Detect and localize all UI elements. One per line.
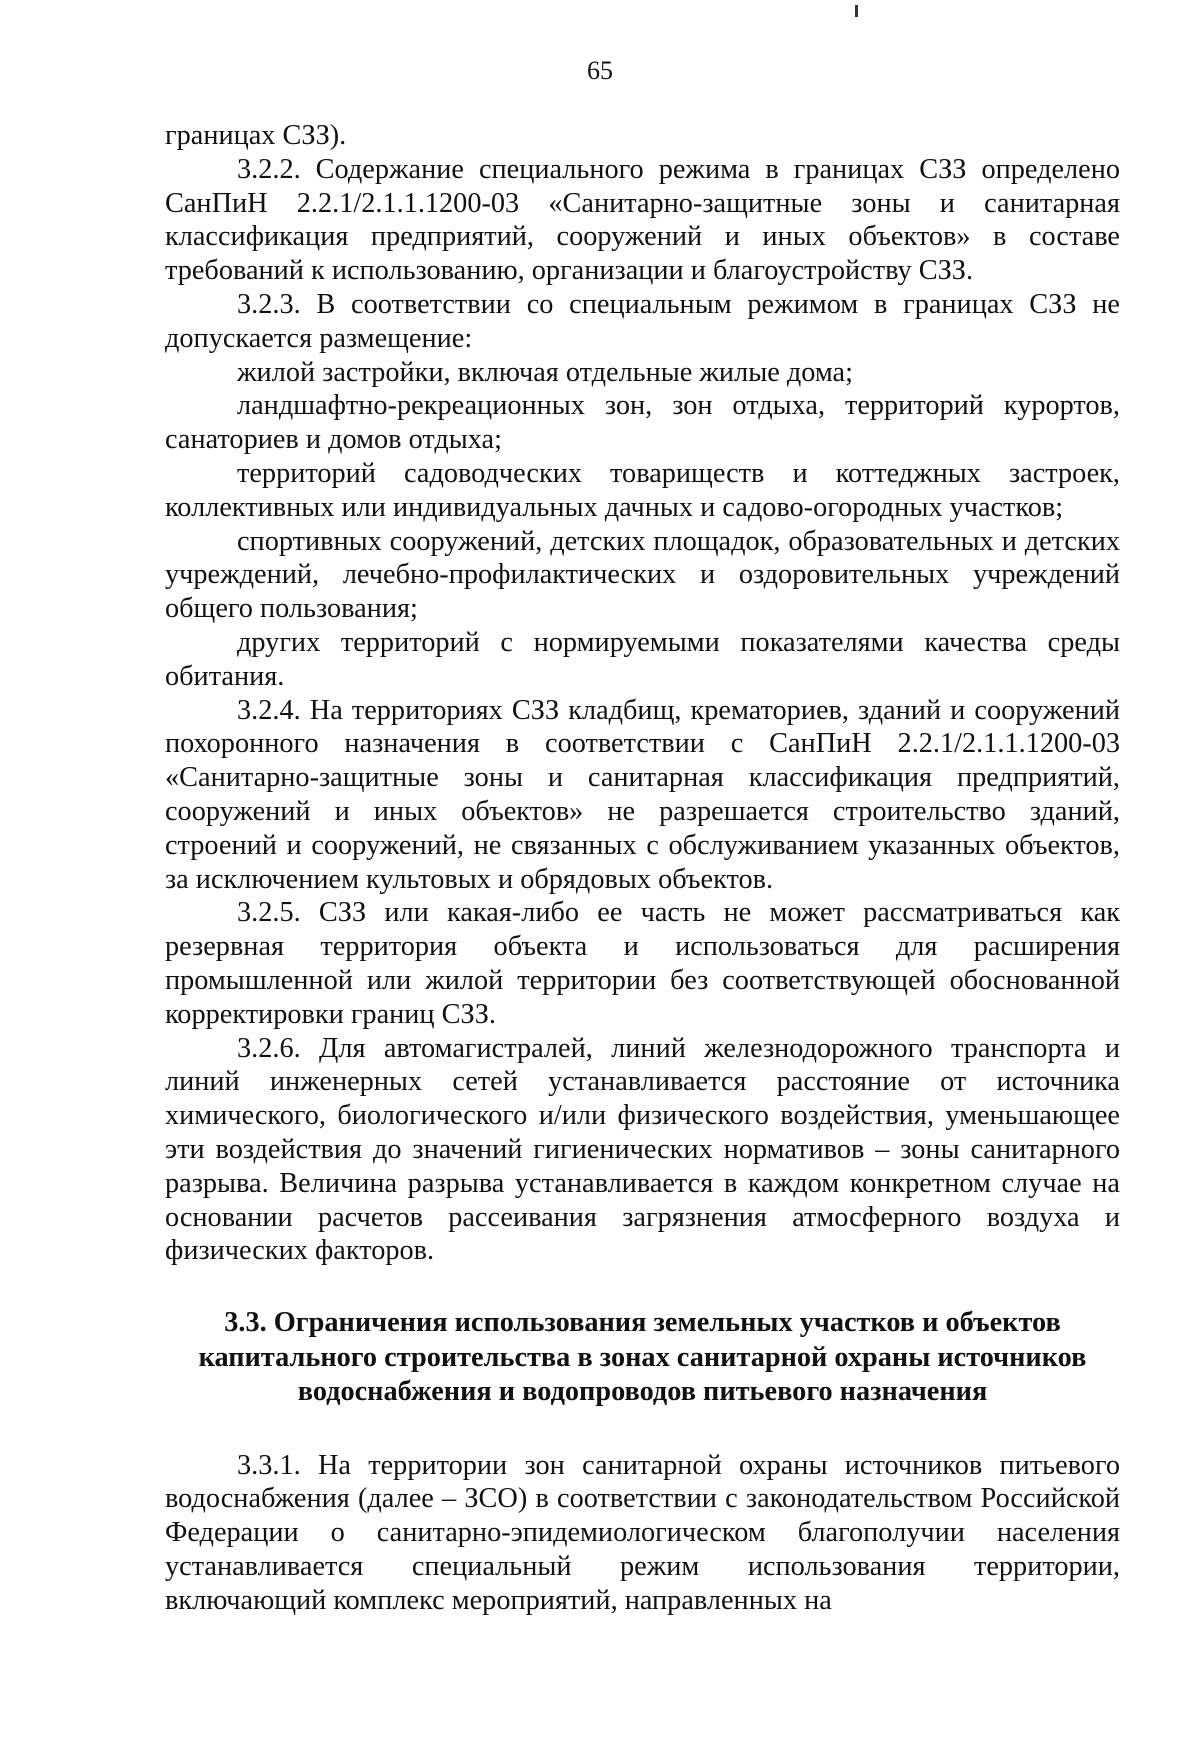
paragraph-3-2-2: 3.2.2. Содержание специального режима в границах СЗЗ определено СанПиН 2.2.1/2.1.1.1200-03 «Санитарно-защитные зоны и санитарная классификация предприятий, сооружений и иных объектов» в составе требований к использованию, организации и благоустройству СЗЗ. bbox=[165, 153, 1120, 287]
paragraph-continuation: границах СЗЗ). bbox=[165, 120, 347, 151]
paragraph-3-3-1: 3.3.1. На территории зон санитарной охраны источников питьевого водоснабжения (далее – ЗСО) в соответствии с законодательством Российской Федерации о санитарно-эпидемиологическом благополучии населения устанавливается специальный режим использования территории, включающий комплекс мероприятий, направленных на bbox=[165, 1449, 1120, 1616]
document-body bbox=[165, 119, 1120, 1618]
section-heading-3-3: 3.3. Ограничения использования земельных участков и объектов капитального строительства в зонах санитарной охраны источников водоснабжения и водопроводов питьевого назначения bbox=[198, 1307, 1087, 1408]
paragraph-3-2-5: 3.2.5. СЗЗ или какая-либо ее часть не может рассматриваться как резервная территория объекта и использоваться для расширения промышленной или жилой территории без соответствующей обоснованной корректировки границ СЗЗ. bbox=[165, 897, 1120, 1030]
paragraph-3-2-6: 3.2.6. Для автомагистралей, линий железнодорожного транспорта и линий инженерных сетей устанавливается расстояние от источника химического, биологического и/или физического воздействия, уменьшающее эти воздействия до значений гигиенических нормативов – зоны санитарного разрыва. Величина разрыва устанавливается в каждом конкретном случае на основании расчетов рассеивания загрязнения атмосферного воздуха и физических факторов. bbox=[165, 1032, 1120, 1267]
list-item-gardening: территорий садоводческих товариществ и коттеджных застроек, коллективных или индивидуальных дачных и садово-огородных участков; bbox=[165, 457, 1120, 523]
list-item-sports: спортивных сооружений, детских площадок, образовательных и детских учреждений, лечебно-профилактических и оздоровительных учреждений общего пользования; bbox=[165, 525, 1120, 625]
list-item-recreational: ландшафтно-рекреационных зон, зон отдыха, территорий курортов, санаториев и домов отдыха; bbox=[165, 390, 1120, 456]
list-item-residential: жилой застройки, включая отдельные жилые дома; bbox=[237, 356, 853, 388]
paragraph-3-2-4: 3.2.4. На территориях СЗЗ кладбищ, крематориев, зданий и сооружений похоронного назначения в соответствии с СанПиН 2.2.1/2.1.1.1200-03 «Санитарно-защитные зоны и санитарная классификация предприятий, сооружений и иных объектов» не разрешается строительство зданий, строений и сооружений, не связанных с обслуживанием указанных объектов, за исключением культовых и обрядовых объектов. bbox=[165, 694, 1120, 895]
paragraph-3-2-3: 3.2.3. В соответствии со специальным режимом в границах СЗЗ не допускается размещение: bbox=[165, 288, 1120, 354]
list-item-other: других территорий с нормируемыми показателями качества среды обитания. bbox=[165, 626, 1120, 692]
scan-speck bbox=[855, 5, 858, 17]
page-number: 65 bbox=[587, 56, 613, 85]
